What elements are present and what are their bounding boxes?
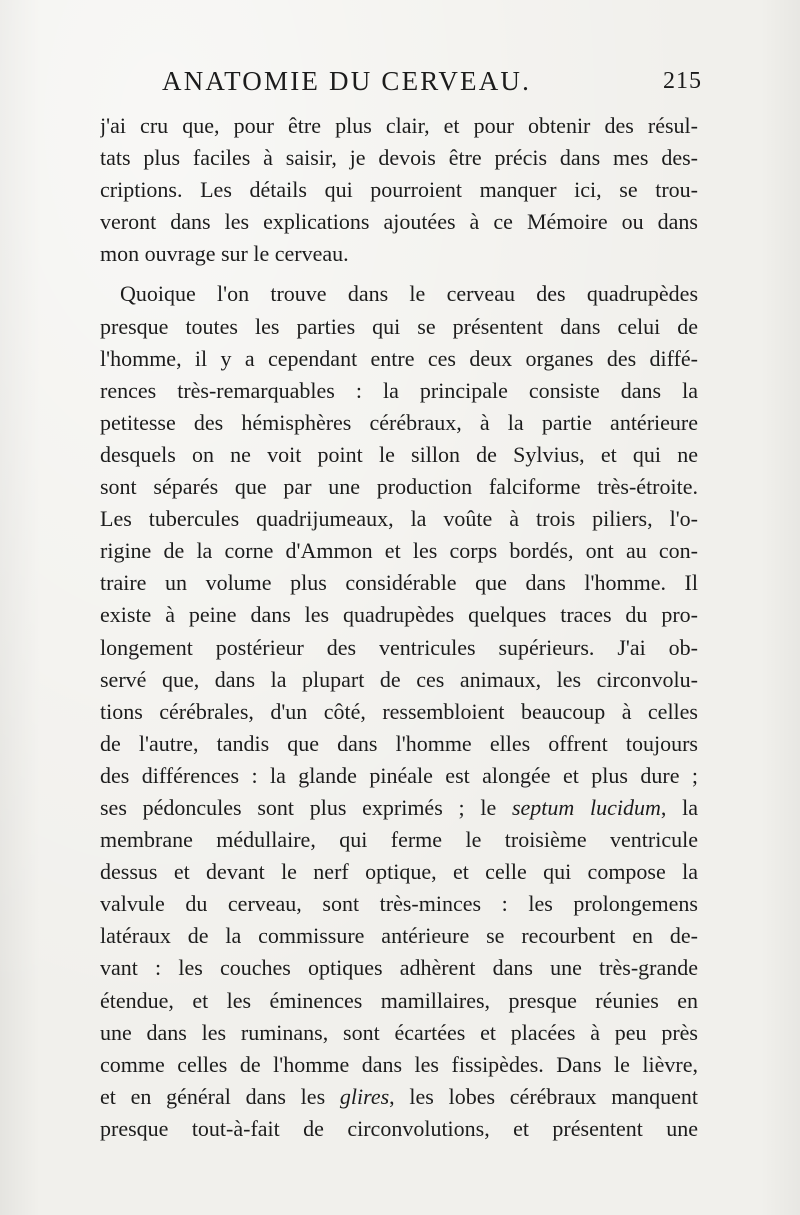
text-line: presque toutes les parties qui se présentent dans celui de xyxy=(100,313,698,339)
text-line: sont séparés que par une production falciforme très-étroite. xyxy=(100,474,698,500)
text-line: traire un volume plus considérable que dans l'homme. Il xyxy=(100,570,698,596)
text-line: vant : les couches optiques adhèrent dans une très-grande xyxy=(100,955,698,981)
text-line: tats plus faciles à saisir, je devois être précis dans mes des- xyxy=(100,145,698,171)
italic-term: septum lucidum xyxy=(511,794,661,820)
body-text xyxy=(100,110,698,1145)
page-number: 215 xyxy=(663,68,702,94)
paragraph-2 xyxy=(100,278,698,1145)
paragraph-gap xyxy=(100,270,698,278)
text-line: j'ai cru que, pour être plus clair, et pour obtenir des résul- xyxy=(100,113,698,138)
text-line: servé que, dans la plupart de ces animaux, les circonvolu- xyxy=(100,666,698,692)
text-line: Quoique l'on trouve dans le cerveau des quadrupèdes xyxy=(120,281,698,307)
text-line: latéraux de la commissure antérieure se recourbent en de- xyxy=(100,923,698,949)
text-line: desquels on ne voit point le sillon de Sylvius, et qui ne xyxy=(100,441,698,467)
text-line: étendue, et les éminences mamillaires, presque réunies en xyxy=(100,987,698,1013)
text-line: petitesse des hémisphères cérébraux, à la partie antérieure xyxy=(100,409,698,435)
text-line: ses pédoncules sont plus exprimés ; le septum lucidum, la xyxy=(100,794,698,820)
text-line: Les tubercules quadrijumeaux, la voûte à trois piliers, l'o- xyxy=(100,506,698,532)
italic-term: glires xyxy=(339,1083,390,1109)
text-line: une dans les ruminans, sont écartées et placées à peu près xyxy=(100,1019,698,1045)
text-line: de l'autre, tandis que dans l'homme elles offrent toujours xyxy=(100,730,698,756)
text-line: comme celles de l'homme dans les fissipèdes. Dans le lièvre, xyxy=(100,1051,698,1077)
paragraph-1 xyxy=(100,110,698,270)
running-title: ANATOMIE DU CERVEAU. xyxy=(162,66,532,96)
text-line: presque tout-à-fait de circonvolutions, et présentent une xyxy=(100,1115,698,1141)
text-line: et en général dans les glires, les lobes cérébraux manquent xyxy=(100,1083,698,1109)
page-header xyxy=(140,66,710,106)
text-line: criptions. Les détails qui pourroient manquer ici, se trou- xyxy=(100,177,698,203)
text-line: rences très-remarquables : la principale consiste dans la xyxy=(100,377,698,403)
text-line: dessus et devant le nerf optique, et celle qui compose la xyxy=(100,859,698,885)
text-line: membrane médullaire, qui ferme le troisième ventricule xyxy=(100,827,698,853)
text-line: rigine de la corne d'Ammon et les corps bordés, ont au con- xyxy=(100,538,698,564)
text-line: des différences : la glande pinéale est alongée et plus dure ; xyxy=(100,762,698,788)
text-line: existe à peine dans les quadrupèdes quelques traces du pro- xyxy=(100,602,698,628)
text-line: valvule du cerveau, sont très-minces : les prolongemens xyxy=(100,891,698,917)
text-line: longement postérieur des ventricules supérieurs. J'ai ob- xyxy=(100,634,698,660)
text-line: l'homme, il y a cependant entre ces deux organes des diffé- xyxy=(100,345,698,371)
text-line: tions cérébrales, d'un côté, ressembloient beaucoup à celles xyxy=(100,698,698,724)
text-line: mon ouvrage sur le cerveau. xyxy=(100,241,349,267)
text-line: veront dans les explications ajoutées à ce Mémoire ou dans xyxy=(100,209,698,235)
